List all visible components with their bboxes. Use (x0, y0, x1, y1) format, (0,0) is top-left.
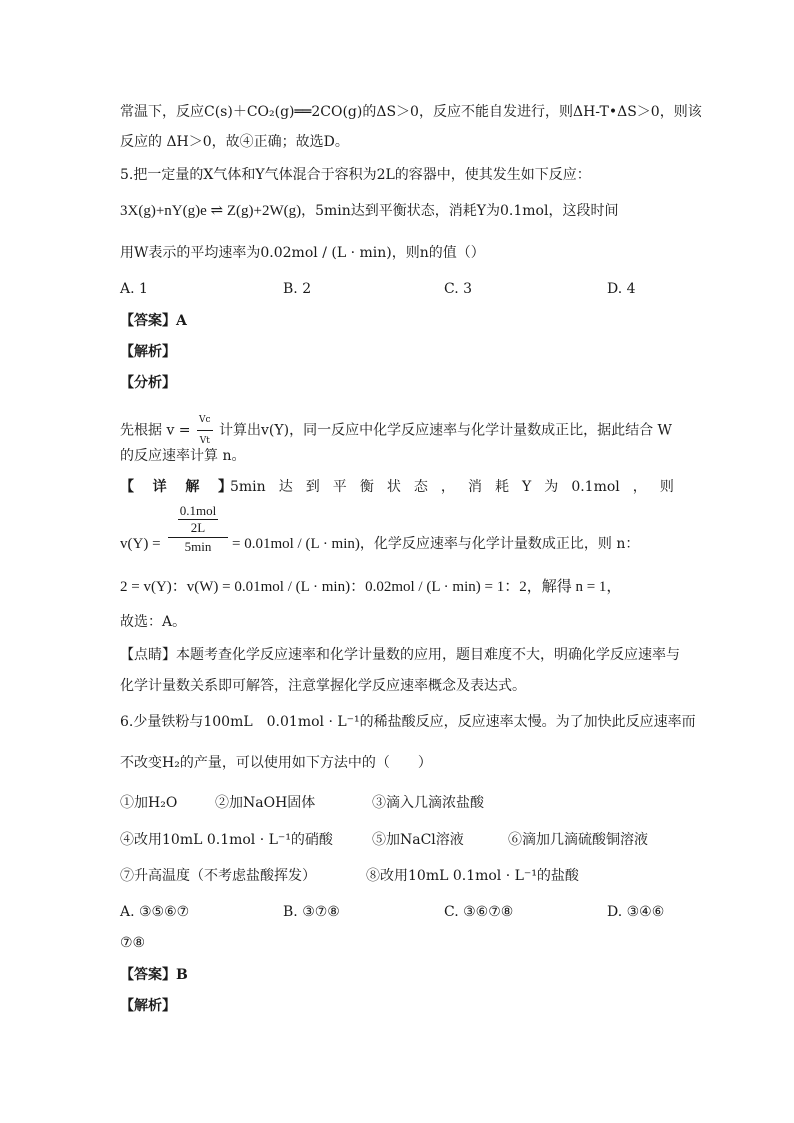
detail-label-char: 详 (152, 479, 167, 495)
q5-ratio-line: 2 = v(Y)：v(W) = 0.01mol / (L · min)：0.02mol / (L · min) = 1：2，解得 n = 1， (120, 579, 622, 595)
q5-option-d: D. 4 (607, 281, 636, 297)
q5-compound-fraction (168, 503, 228, 555)
q5-stem-2-text: ，5min达到平衡状态，消耗Y为0.1mol，这段时间 (301, 203, 619, 219)
q5-option-b: B. 2 (283, 281, 312, 297)
q5-analysis-1-prefix: 先根据 v = (120, 422, 191, 439)
q6-stem-1: 6.少量铁粉与100mL 0.01mol · L⁻¹的稀盐酸反应，反应速率太慢。为了加快此反应速率而 (120, 714, 696, 730)
q5-calc-top: 0.1mol (179, 503, 217, 518)
q5-conclude: 故选：A。 (120, 614, 187, 630)
detail-word: ， (632, 479, 647, 495)
q5-stem-2 (120, 201, 618, 221)
intro-line-1: 常温下，反应C(s)＋CO₂(g)══2CO(g)的ΔS＞0，反应不能自发进行，则ΔH-T•ΔS＞0，则该 (120, 104, 702, 120)
q5-option-c: C. 3 (444, 281, 473, 297)
q5-equation: 3X(g)+nY(g)e ⇌ Z(g)+2W(g) (120, 203, 302, 219)
q5-analysis-1 (120, 410, 672, 451)
q5-calc-main-bar (168, 537, 228, 538)
q5-stem-3: 用W表示的平均速率为0.02mol / (L · min)，则n的值（） (120, 245, 485, 261)
q6-stem-2: 不改变H₂的产量，可以使用如下方法中的（ ） (120, 755, 432, 771)
detail-label-char: 解 (185, 479, 200, 495)
detail-word: 耗 (494, 479, 509, 495)
detail-label-char: 】 (217, 479, 232, 495)
detail-word: 达 (278, 479, 293, 495)
detail-word: 平 (332, 479, 347, 495)
detail-word: 5min (230, 479, 266, 495)
q6-choice-3: ③滴入几滴浓盐酸 (372, 795, 484, 811)
q6-option-d-wrap: ⑦⑧ (120, 935, 146, 951)
q6-answer: 【答案】B (120, 967, 188, 983)
detail-word: 态 (413, 479, 428, 495)
detail-word: 0.1mol (571, 479, 620, 495)
detail-word: Y (522, 479, 532, 495)
q6-choice-2: ②加NaOH固体 (215, 795, 316, 811)
q6-option-d: D. ③④⑥ (607, 904, 665, 920)
q5-analysis-2: 的反应速率计算 n。 (120, 448, 246, 464)
q5-calc-mid: 2L (190, 520, 206, 535)
q5-option-a: A. 1 (120, 281, 148, 297)
q5-note-1-text: 【点睛】本题考查化学反应速率和化学计量数的应用，题目难度不大，明确化学反应速率与 (120, 647, 680, 663)
q5-calc-rhs: = 0.01mol / (L · min) (232, 536, 360, 552)
q5-note-2: 化学计量数关系即可解答，注意掌握化学反应速率概念及表达式。 (120, 678, 526, 694)
detail-word: 状 (386, 479, 401, 495)
q5-analysis-1-suffix: 计算出v(Y)，同一反应中化学反应速率与化学计量数成正比，据此结合 W (219, 422, 672, 439)
q6-jiexi-label: 【解析】 (120, 998, 176, 1014)
detail-label-char: 【 (120, 479, 134, 495)
q5-jiexi-label: 【解析】 (120, 344, 176, 360)
detail-word: 则 (659, 479, 674, 495)
q6-choice-6: ⑥滴加几滴硫酸铜溶液 (508, 832, 648, 848)
detail-word: 到 (305, 479, 320, 495)
q5-calc-bot: 5min (184, 539, 212, 554)
q5-detail-label (120, 477, 232, 497)
q6-option-b: B. ③⑦⑧ (283, 904, 340, 920)
q6-option-a: A. ③⑤⑥⑦ (120, 904, 190, 920)
q5-calc-tail: ，化学反应速率与化学计量数成正比，则 n： (359, 536, 640, 552)
q6-choice-5: ⑤加NaCl溶液 (372, 832, 464, 848)
q5-fenxi-label: 【分析】 (120, 375, 176, 391)
q5-rate-fraction-den: Vt (199, 436, 210, 446)
detail-word: 消 (467, 479, 482, 495)
intro-line-2: 反应的 ΔH＞0，故④正确；故选D。 (120, 134, 349, 150)
q6-choice-8: ⑧改用10mL 0.1mol · L⁻¹的盐酸 (366, 868, 579, 884)
q6-choice-4: ④改用10mL 0.1mol · L⁻¹的硝酸 (120, 832, 333, 848)
q5-calc-rhs-line (232, 534, 639, 554)
detail-word: 衡 (359, 479, 374, 495)
q5-stem-1: 5.把一定量的X气体和Y气体混合于容积为2L的容器中，使其发生如下反应： (120, 167, 591, 183)
detail-word: ， (440, 479, 455, 495)
q5-answer: 【答案】A (120, 313, 187, 329)
q5-detail-line (230, 477, 674, 497)
detail-word: 为 (544, 479, 559, 495)
q6-option-c: C. ③⑥⑦⑧ (444, 904, 514, 920)
q5-note-1 (120, 645, 680, 665)
q6-choice-7: ⑦升高温度（不考虑盐酸挥发） (120, 868, 316, 884)
q5-rate-fraction-num: Vc (197, 410, 213, 431)
q5-calc-lhs: v(Y) = (120, 536, 161, 552)
q6-choice-1: ①加H₂O (120, 795, 178, 811)
q5-rate-fraction (197, 410, 213, 451)
